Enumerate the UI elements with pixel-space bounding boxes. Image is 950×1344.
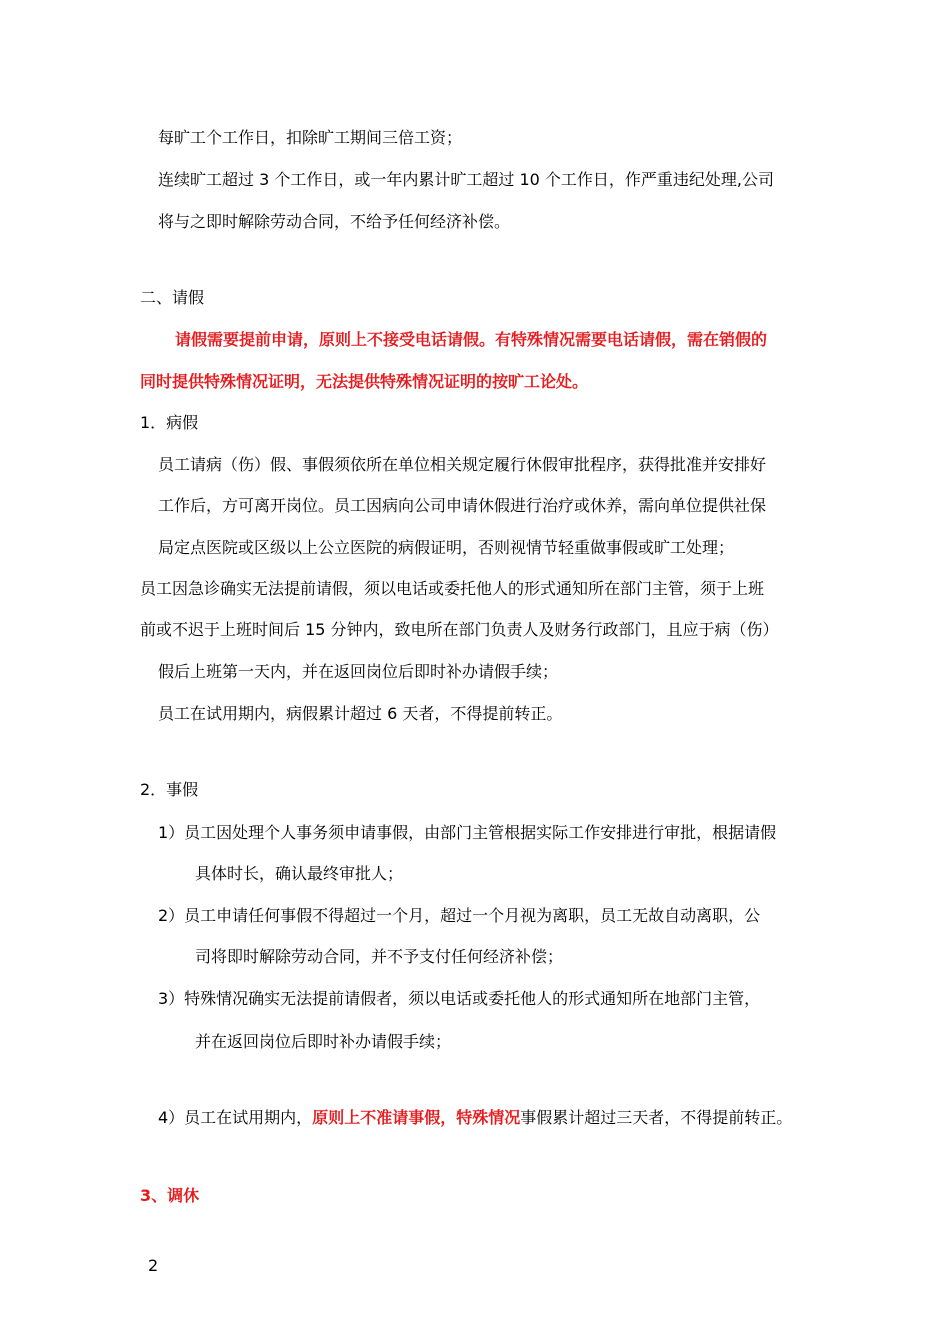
personal-leave-heading: 2．事假 (140, 780, 199, 799)
leave-notice-line-1: 请假需要提前申请，原则上不接受电话请假。有特殊情况需要电话请假，需在销假的 (175, 330, 768, 349)
personal-leave-item-2-line-1: 2）员工申请任何事假不得超过一个月，超过一个月视为离职，员工无故自动离职，公 (158, 906, 761, 925)
absence-rule-line-3: 将与之即时解除劳动合同，不给予任何经济补偿。 (158, 212, 511, 231)
leave-section-heading: 二、请假 (140, 288, 205, 307)
personal-leave-item-3-line-1: 3）特殊情况确实无法提前请假者，须以电话或委托他人的形式通知所在地部门主管， (158, 989, 761, 1008)
personal-leave-item-4-text-end: 事假累计超过三天者，不得提前转正。 (520, 1108, 793, 1127)
lieu-leave-heading: 3、调休 (140, 1186, 200, 1205)
sick-leave-heading: 1．病假 (140, 413, 199, 432)
sick-leave-p1-line-2: 工作后，方可离开岗位。员工因病向公司申请休假进行治疗或休养，需向单位提供社保 (158, 496, 767, 515)
sick-leave-p1-line-1: 员工请病（伤）假、事假须依所在单位相关规定履行休假审批程序，获得批准并安排好 (158, 455, 767, 474)
personal-leave-item-3-line-2: 并在返回岗位后即时补办请假手续； (195, 1032, 452, 1051)
leave-notice-line-2: 同时提供特殊情况证明，无法提供特殊情况证明的按旷工论处。 (140, 372, 589, 391)
personal-leave-item-4 (158, 1108, 792, 1128)
absence-rule-line-1: 每旷工个工作日，扣除旷工期间三倍工资； (158, 128, 463, 147)
sick-leave-p1-line-3: 局定点医院或区级以上公立医院的病假证明，否则视情节轻重做事假或旷工处理； (158, 538, 735, 557)
page-number: 2 (148, 1256, 159, 1275)
sick-leave-p2-line-1: 员工因急诊确实无法提前请假，须以电话或委托他人的形式通知所在部门主管，须于上班 (140, 579, 765, 598)
sick-leave-p2-line-3: 假后上班第一天内，并在返回岗位后即时补办请假手续； (158, 662, 559, 681)
personal-leave-item-4-emphasis: 原则上不准请事假，特殊情况 (312, 1108, 521, 1127)
personal-leave-item-1-line-1: 1）员工因处理个人事务须申请事假，由部门主管根据实际工作安排进行审批，根据请假 (158, 823, 777, 842)
personal-leave-item-2-line-2: 司将即时解除劳动合同，并不予支付任何经济补偿； (195, 947, 564, 966)
personal-leave-item-4-text-start: 4）员工在试用期内， (158, 1108, 313, 1127)
personal-leave-item-1-line-2: 具体时长，确认最终审批人； (195, 864, 404, 883)
absence-rule-line-2: 连续旷工超过 3 个工作日，或一年内累计旷工超过 10 个工作日，作严重违纪处理,公司 (158, 170, 774, 189)
sick-leave-p3: 员工在试用期内，病假累计超过 6 天者，不得提前转正。 (158, 704, 563, 723)
sick-leave-p2-line-2: 前或不迟于上班时间后 15 分钟内，致电所在部门负责人及财务行政部门，且应于病（伤） (140, 620, 779, 639)
